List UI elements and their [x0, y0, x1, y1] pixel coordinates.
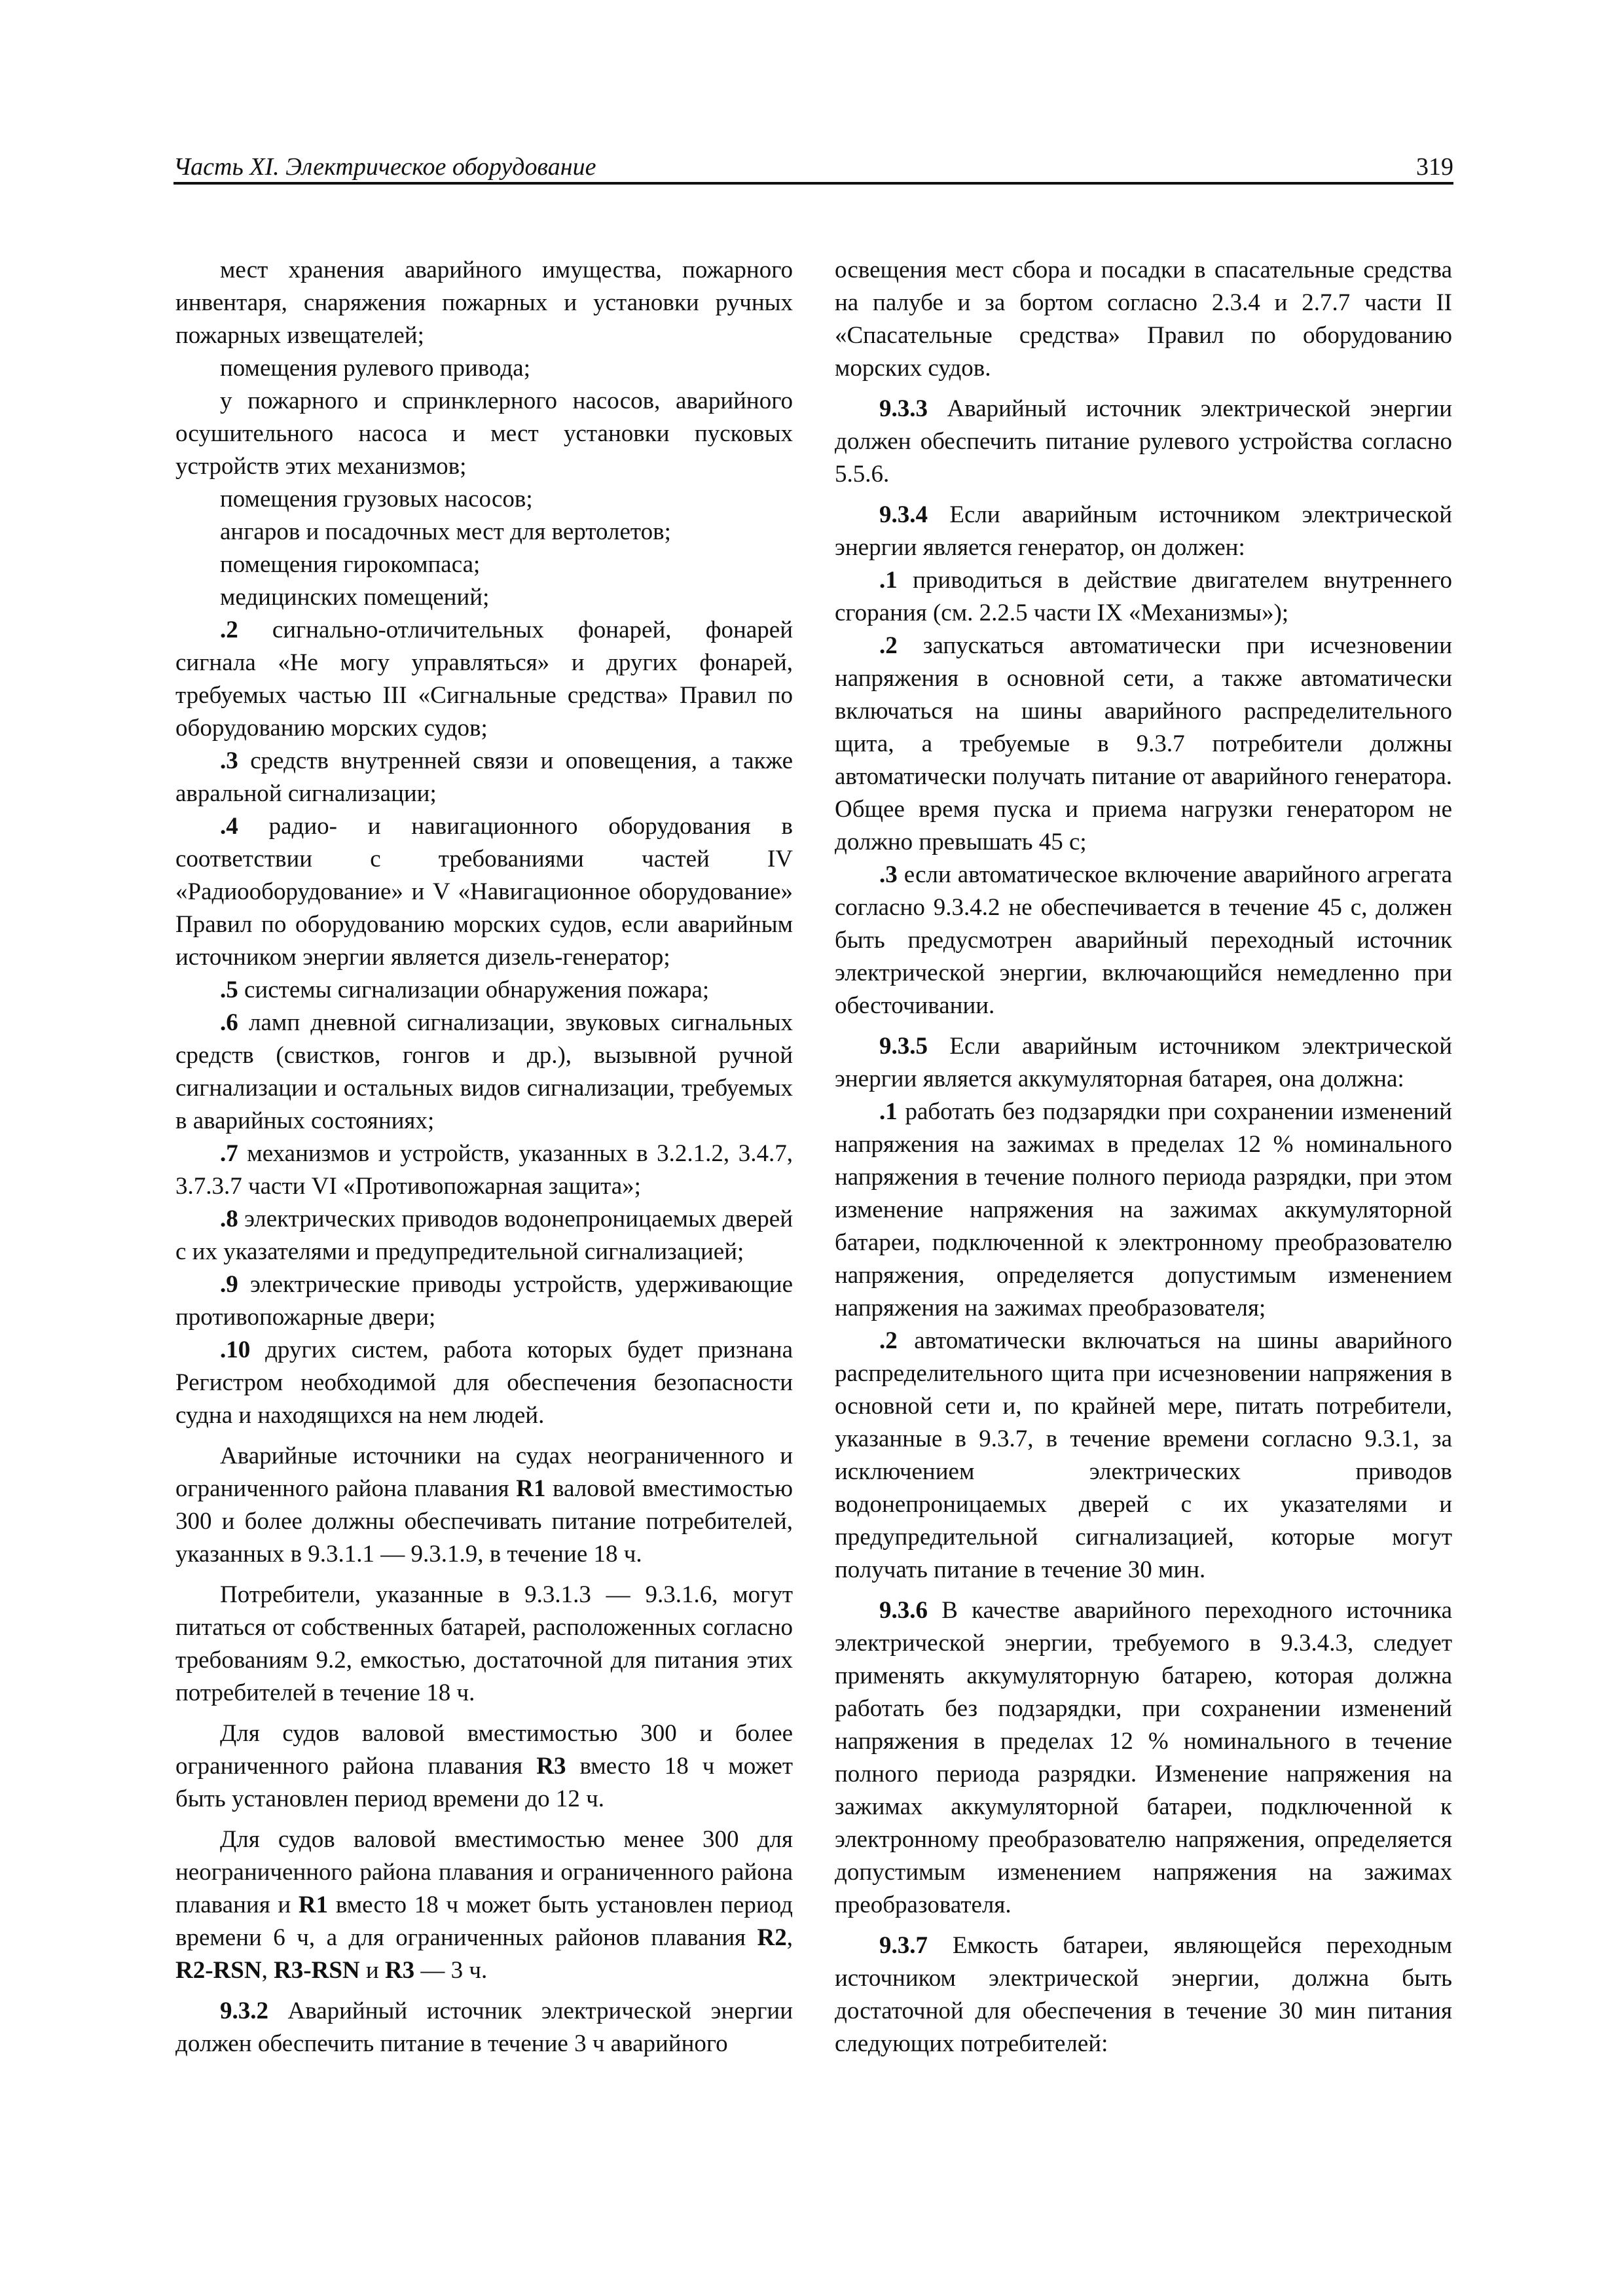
page-number: 319: [1416, 153, 1453, 181]
paragraph: [175, 974, 793, 1007]
paragraph-text: радио- и навигационного оборудования в соответствии с требованиями частей IV «Радиооборудование» и V «Навигационное оборудование» Правил по оборудованию морских судов, если аварийным источником энергии является дизель-генератор;: [175, 813, 793, 971]
clause-number: 9.3.4: [879, 501, 928, 528]
paragraph: [175, 1717, 793, 1816]
clause-number: .1: [879, 567, 898, 594]
paragraph-text: ,: [786, 1924, 793, 1951]
paragraph: [175, 1823, 793, 1987]
paragraph-text: системы сигнализации обнаружения пожара;: [238, 977, 710, 1003]
clause-number: 9.3.7: [879, 1932, 928, 1959]
paragraph-text: Для судов валовой вместимостью менее 300 для неограниченного района плавания и ограниченного района плавания и: [175, 1826, 793, 1918]
clause-number: .3: [220, 747, 238, 774]
paragraph: [835, 393, 1452, 491]
paragraph-text: у пожарного и спринклерного насосов, аварийного осушительного насоса и мест установки пусковых устройств этих механизмов;: [175, 387, 793, 480]
paragraph: [175, 352, 793, 385]
paragraph-text: запускаться автоматически при исчезновении напряжения в основной сети, а также автоматически включаться на шины аварийного распределительного щита, а требуемые в 9.3.7 потребители должны автоматически получать питание от аварийного генератора. Общее время пуска и приема нагрузки генератором не должно превышать 45 с;: [835, 632, 1452, 855]
paragraph-text: — 3 ч.: [414, 1957, 488, 1984]
clause-number: .10: [220, 1336, 251, 1363]
paragraph-text: ангаров и посадочных мест для вертолетов;: [220, 518, 671, 545]
paragraph-text: Потребители, указанные в 9.3.1.3 — 9.3.1.6, могут питаться от собственных батарей, расположенных согласно требованиям 9.2, емкостью, достаточной для питания этих потребителей в течение 18 ч.: [175, 1581, 793, 1706]
area-code: R2: [757, 1924, 787, 1951]
area-code: R1: [516, 1475, 546, 1502]
clause-number: .9: [220, 1271, 238, 1298]
clause-number: .4: [220, 813, 238, 840]
paragraph-text: приводиться в действие двигателем внутреннего сгорания (см. 2.2.5 части IX «Механизмы»);: [835, 567, 1452, 626]
paragraph-text: механизмов и устройств, указанных в 3.2.1.2, 3.4.7, 3.7.3.7 части VI «Противопожарная защита»;: [175, 1140, 793, 1200]
clause-number: 9.3.2: [220, 1998, 268, 2024]
paragraph-text: других систем, работа которых будет признана Регистром необходимой для обеспечения безопасности судна и находящихся на нем людей.: [175, 1336, 793, 1429]
paragraph-text: помещения грузовых насосов;: [220, 486, 533, 512]
paragraph: [175, 581, 793, 614]
paragraph: [175, 385, 793, 483]
area-code: R1: [298, 1892, 329, 1918]
paragraph-text: Для судов валовой вместимостью 300 и более ограниченного района плавания: [175, 1720, 793, 1780]
paragraph-text: ламп дневной сигнализации, звуковых сигнальных средств (свистков, гонгов и др.), вызывной ручной сигнализации и остальных видов сигнализации, требуемых в аварийных состояниях;: [175, 1009, 793, 1134]
clause-number: .2: [879, 1327, 898, 1354]
paragraph-text: Если аварийным источником электрической энергии является аккумуляторная батарея, она должна:: [835, 1033, 1452, 1092]
paragraph-text: электрических приводов водонепроницаемых дверей с их указателями и предупредительной сигнализацией;: [175, 1206, 793, 1265]
paragraph: [835, 859, 1452, 1022]
paragraph: [175, 614, 793, 745]
paragraph-text: Аварийный источник электрической энергии должен обеспечить питание в течение 3 ч аварийного: [175, 1998, 793, 2057]
paragraph-text: помещения гирокомпаса;: [220, 551, 481, 578]
area-code: R3-RSN: [274, 1957, 360, 1984]
paragraph: [835, 1594, 1452, 1922]
clause-number: .2: [879, 632, 898, 659]
paragraph-text: средств внутренней связи и оповещения, а также авральной сигнализации;: [175, 747, 793, 807]
area-code: R3: [384, 1957, 415, 1984]
paragraph-text: валовой вместимостью 300 и более должны обеспечивать питание потребителей, указанных в 9.3.1.1 — 9.3.1.9, в течение 18 ч.: [175, 1475, 793, 1568]
paragraph-text: Аварийный источник электрической энергии должен обеспечить питание рулевого устройства согласно 5.5.6.: [835, 395, 1452, 488]
paragraph-text: ,: [261, 1957, 274, 1984]
paragraph-text: мест хранения аварийного имущества, пожарного инвентаря, снаряжения пожарных и установки ручных пожарных извещателей;: [175, 257, 793, 349]
clause-number: 9.3.3: [879, 395, 928, 422]
paragraph-text: освещения мест сбора и посадки в спасательные средства на палубе и за бортом согласно 2.3.4 и 2.7.7 части II «Спасательные средства» Правил по оборудованию морских судов.: [835, 257, 1452, 382]
paragraph: [175, 516, 793, 548]
clause-number: .1: [879, 1098, 898, 1125]
paragraph-text: вместо 18 ч может быть установлен период времени 6 ч, а для ограниченных районов плавания: [175, 1892, 793, 1951]
area-code: R2-RSN: [175, 1957, 262, 1984]
paragraph-text: если автоматическое включение аварийного агрегата согласно 9.3.4.2 не обеспечивается в течение 45 с, должен быть предусмотрен аварийный переходный источник электрической энергии, включающийся немедленно при обесточивании.: [835, 861, 1452, 1019]
paragraph: [835, 1030, 1452, 1096]
running-header: [173, 149, 1453, 185]
paragraph-text: Аварийные источники на судах неограниченного и ограниченного района плавания: [175, 1443, 793, 1502]
clause-number: .3: [879, 861, 898, 888]
paragraph-text: автоматически включаться на шины аварийного распределительного щита при исчезновении напряжения в основной сети и, по крайней мере, питать потребители, указанные в 9.3.7, в течение времени согласно 9.3.1, за исключением электрических приводов водонепроницаемых дверей с их указателями и предупредительной сигнализацией, которые могут получать питание в течение 30 мин.: [835, 1327, 1452, 1583]
paragraph-text: В качестве аварийного переходного источника электрической энергии, требуемого в 9.3.4.3, следует применять аккумуляторную батарею, которая должна работать без подзарядки, при сохранении изменений напряжения в пределах 12 % номинального в течение полного периода разрядки. Изменение напряжения на зажимах аккумуляторной батареи, подключенной к электронному преобразователю напряжения, определяется допустимым изменением напряжения на зажимах преобразователя.: [835, 1597, 1452, 1918]
left-column: [175, 254, 793, 2060]
paragraph: [175, 254, 793, 352]
paragraph: [175, 810, 793, 974]
paragraph: [175, 1268, 793, 1334]
paragraph: [175, 1138, 793, 1203]
paragraph: [835, 499, 1452, 564]
paragraph: [175, 1007, 793, 1138]
paragraph: [175, 1440, 793, 1571]
paragraph-text: вместо 18 ч может быть установлен период времени до 12 ч.: [175, 1753, 793, 1812]
paragraph: [835, 1325, 1452, 1587]
paragraph: [175, 1334, 793, 1432]
paragraph: [175, 1579, 793, 1710]
paragraph: [835, 1096, 1452, 1325]
clause-number: .5: [220, 977, 238, 1003]
paragraph: [835, 630, 1452, 859]
paragraph-text: Если аварийным источником электрической энергии является генератор, он должен:: [835, 501, 1452, 561]
area-code: R3: [536, 1753, 566, 1780]
paragraph: [835, 564, 1452, 630]
paragraph: [835, 254, 1452, 385]
paragraph: [175, 483, 793, 516]
clause-number: .2: [220, 617, 238, 643]
paragraph: [175, 548, 793, 581]
clause-number: .6: [220, 1009, 238, 1036]
paragraph-text: Емкость батареи, являющейся переходным источником электрической энергии, должна быть достаточной для обеспечения в течение 30 мин питания следующих потребителей:: [835, 1932, 1452, 2057]
paragraph: [835, 1929, 1452, 2060]
paragraph: [175, 1203, 793, 1268]
paragraph-text: работать без подзарядки при сохранении изменений напряжения на зажимах в пределах 12 % номинального напряжения в течение полного периода разрядки, при этом изменение напряжения на зажимах аккумуляторной батареи, подключенной к электронному преобразователю напряжения, определяется допустимым изменением напряжения на зажимах преобразователя;: [835, 1098, 1452, 1321]
clause-number: .8: [220, 1206, 238, 1232]
clause-number: 9.3.6: [879, 1597, 928, 1624]
paragraph: [175, 1995, 793, 2060]
paragraph-text: медицинских помещений;: [220, 584, 490, 611]
right-column: [835, 254, 1452, 2060]
paragraph: [175, 745, 793, 810]
paragraph-text: электрические приводы устройств, удерживающие противопожарные двери;: [175, 1271, 793, 1331]
paragraph-text: помещения рулевого привода;: [220, 355, 530, 382]
paragraph-text: сигнально-отличительных фонарей, фонарей сигнала «Не могу управляться» и других фонарей, требуемых частью III «Сигнальные средства» Правил по оборудованию морских судов;: [175, 617, 793, 742]
clause-number: 9.3.5: [879, 1033, 928, 1060]
clause-number: .7: [220, 1140, 238, 1167]
paragraph-text: и: [359, 1957, 385, 1984]
running-header-title: Часть XI. Электрическое оборудование: [173, 153, 596, 181]
